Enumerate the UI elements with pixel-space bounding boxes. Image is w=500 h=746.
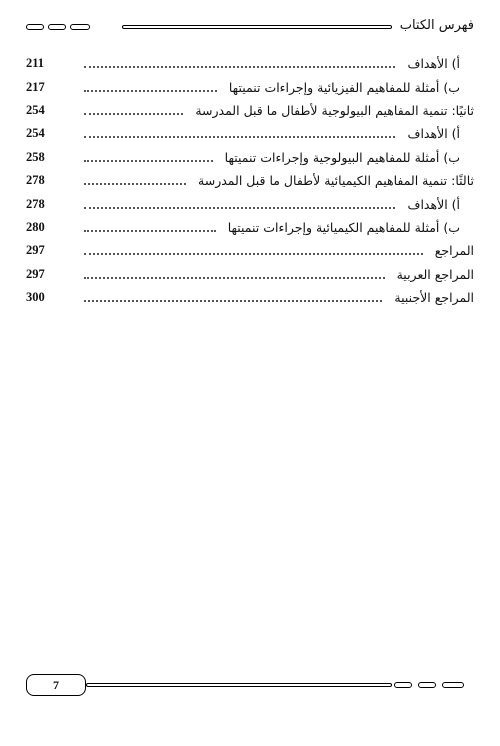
dot-leader bbox=[84, 276, 385, 279]
toc-entry-title: ب) أمثلة للمفاهيم البيولوجية وإجراءات تنميتها bbox=[219, 150, 460, 165]
toc-row bbox=[26, 169, 474, 192]
footer-ornament bbox=[394, 682, 412, 688]
toc-entry-title: ثالثًا: تنمية المفاهيم الكيميائية لأطفال ما قبل المدرسة bbox=[192, 173, 474, 188]
footer-ornament bbox=[442, 682, 464, 688]
toc-page-number: 258 bbox=[26, 149, 45, 164]
toc-page-number: 211 bbox=[26, 56, 45, 71]
dot-leader bbox=[84, 229, 216, 232]
dot-leader bbox=[84, 182, 186, 185]
toc-entry-title: المراجع bbox=[429, 243, 474, 258]
toc-entry-title: ثانيًا: تنمية المفاهيم البيولوجية لأطفال ما قبل المدرسة bbox=[189, 103, 474, 118]
toc-page-number: 254 bbox=[26, 102, 45, 117]
toc-page-number: 217 bbox=[26, 79, 45, 94]
toc-entry-title: أ) الأهداف bbox=[401, 126, 460, 141]
dot-leader bbox=[84, 299, 382, 302]
footer-ornament bbox=[418, 682, 436, 688]
toc-row bbox=[26, 192, 474, 215]
toc-page-number: 280 bbox=[26, 219, 45, 234]
page-footer bbox=[26, 674, 474, 698]
toc-row bbox=[26, 99, 474, 122]
toc-entry-title: أ) الأهداف bbox=[401, 197, 460, 212]
header-ornament bbox=[26, 24, 44, 30]
toc-entry-title: أ) الأهداف bbox=[401, 56, 460, 71]
toc-page-number: 254 bbox=[26, 126, 45, 141]
toc-row bbox=[26, 146, 474, 169]
toc-page-number: 278 bbox=[26, 196, 45, 211]
toc-row bbox=[26, 75, 474, 98]
header-ornament bbox=[70, 24, 90, 30]
toc-row bbox=[26, 216, 474, 239]
dot-leader bbox=[84, 135, 395, 138]
dot-leader bbox=[84, 206, 395, 209]
page-header bbox=[26, 14, 474, 38]
toc-page-number: 297 bbox=[26, 266, 45, 281]
toc-entry-title: المراجع الأجنبية bbox=[388, 290, 474, 305]
toc-row bbox=[26, 122, 474, 145]
toc-entry-title: المراجع العربية bbox=[391, 267, 474, 282]
toc-row bbox=[26, 263, 474, 286]
table-of-contents bbox=[26, 52, 474, 309]
toc-row bbox=[26, 52, 474, 75]
dot-leader bbox=[84, 89, 217, 92]
toc-page-number: 300 bbox=[26, 290, 45, 305]
dot-leader bbox=[84, 252, 423, 255]
dot-leader bbox=[84, 159, 213, 162]
dot-leader bbox=[84, 112, 183, 115]
header-title: فهرس الكتاب bbox=[399, 18, 474, 33]
footer-rule bbox=[86, 683, 392, 687]
toc-entry-title: ب) أمثلة للمفاهيم الفيزيائية وإجراءات تنميتها bbox=[223, 80, 460, 95]
toc-page-number: 278 bbox=[26, 173, 45, 188]
toc-row bbox=[26, 239, 474, 262]
header-rule bbox=[122, 25, 392, 29]
header-ornament bbox=[48, 24, 66, 30]
toc-entry-title: ب) أمثلة للمفاهيم الكيميائية وإجراءات تنميتها bbox=[222, 220, 460, 235]
toc-page-number: 297 bbox=[26, 243, 45, 258]
page-number: 7 bbox=[26, 674, 86, 696]
toc-row bbox=[26, 286, 474, 309]
dot-leader bbox=[84, 65, 395, 68]
